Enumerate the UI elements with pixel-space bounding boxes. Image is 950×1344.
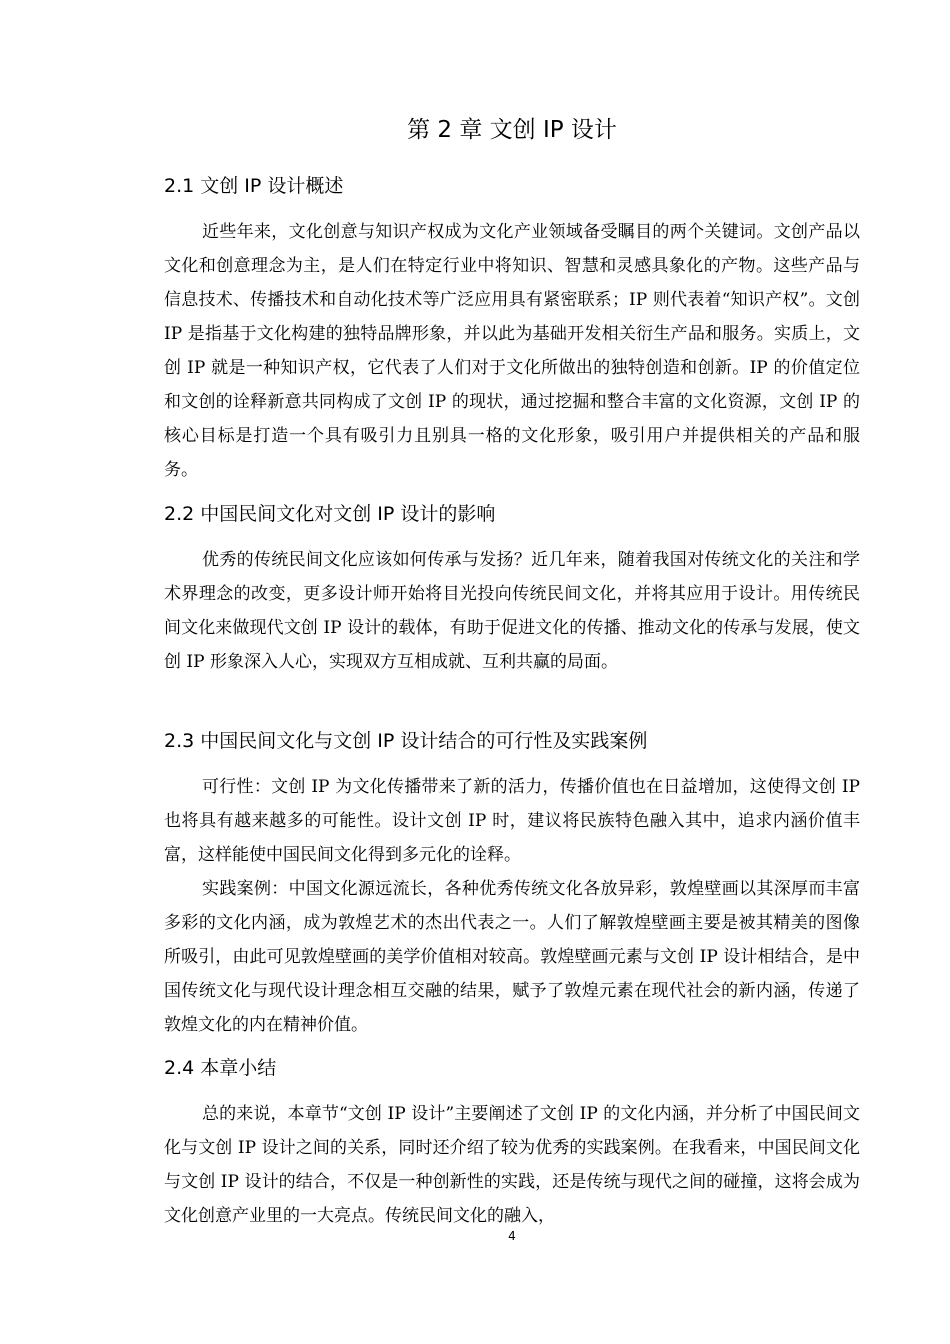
paragraph-2-2-1: 优秀的传统民间文化应该如何传承与发扬？近几年来，随着我国对传统文化的关注和学术界理念的改变，更多设计师开始将目光投向传统民间文化，并将其应用于设计。用传统民间文化来做现代文创 IP 设计的载体，有助于促进文化的传播、推动文化的传承与发展，使文创 IP 形象深入人心，实现双方互相成就、互利共赢的局面。 bbox=[164, 550, 860, 672]
paragraph-2-4-1: 总的来说，本章节“文创 IP 设计”主要阐述了文创 IP 的文化内涵，并分析了中国民间文化与文创 IP 设计之间的关系，同时还介绍了较为优秀的实践案例。在我看来，中国民间文化与文创 IP 设计的结合，不仅是一种创新性的实践，还是传统与现代之间的碰撞，这将会成为文化创意产业里的一大亮点。传统民间文化的融入， bbox=[164, 1104, 860, 1226]
section-heading-2-3: 2.3 中国民间文化与文创 IP 设计结合的可行性及实践案例 bbox=[164, 730, 648, 752]
paragraph-2-3-1: 可行性：文创 IP 为文化传播带来了新的活力，传播价值也在日益增加，这使得文创 IP 也将具有越来越多的可能性。设计文创 IP 时，建议将民族特色融入其中，追求内涵价值丰富，这样能使中国民间文化得到多元化的诠释。 bbox=[164, 777, 860, 865]
chapter-title: 第 2 章 文创 IP 设计 bbox=[407, 117, 617, 143]
page-number: 4 bbox=[508, 1229, 516, 1243]
section-heading-2-1: 2.1 文创 IP 设计概述 bbox=[164, 175, 344, 197]
section-heading-2-4: 2.4 本章小结 bbox=[164, 1057, 277, 1079]
section-heading-2-2: 2.2 中国民间文化对文创 IP 设计的影响 bbox=[164, 503, 496, 525]
paragraph-2-1-1: 近些年来，文化创意与知识产权成为文化产业领域备受瞩目的两个关键词。文创产品以文化和创意理念为主，是人们在特定行业中将知识、智慧和灵感具象化的产物。这些产品与信息技术、传播技术和自动化技术等广泛应用具有紧密联系；IP 则代表着“知识产权”。文创 IP 是指基于文化构建的独特品牌形象，并以此为基础开发相关衍生产品和服务。实质上，文创 IP 就是一种知识产权，它代表了人们对于文化所做出的独特创造和创新。IP 的价值定位和文创的诠释新意共同构成了文创 IP 的现状，通过挖掘和整合丰富的文化资源，文创 IP 的核心目标是打造一个具有吸引力且别具一格的文化形象，吸引用户并提供相关的产品和服务。 bbox=[164, 222, 860, 480]
paragraph-2-3-2: 实践案例：中国文化源远流长，各种优秀传统文化各放异彩，敦煌壁画以其深厚而丰富多彩的文化内涵，成为敦煌艺术的杰出代表之一。人们了解敦煌壁画主要是被其精美的图像所吸引，由此可见敦煌壁画的美学价值相对较高。敦煌壁画元素与文创 IP 设计相结合，是中国传统文化与现代设计理念相互交融的结果，赋予了敦煌元素在现代社会的新内涵，传递了敦煌文化的内在精神价值。 bbox=[164, 879, 860, 1035]
